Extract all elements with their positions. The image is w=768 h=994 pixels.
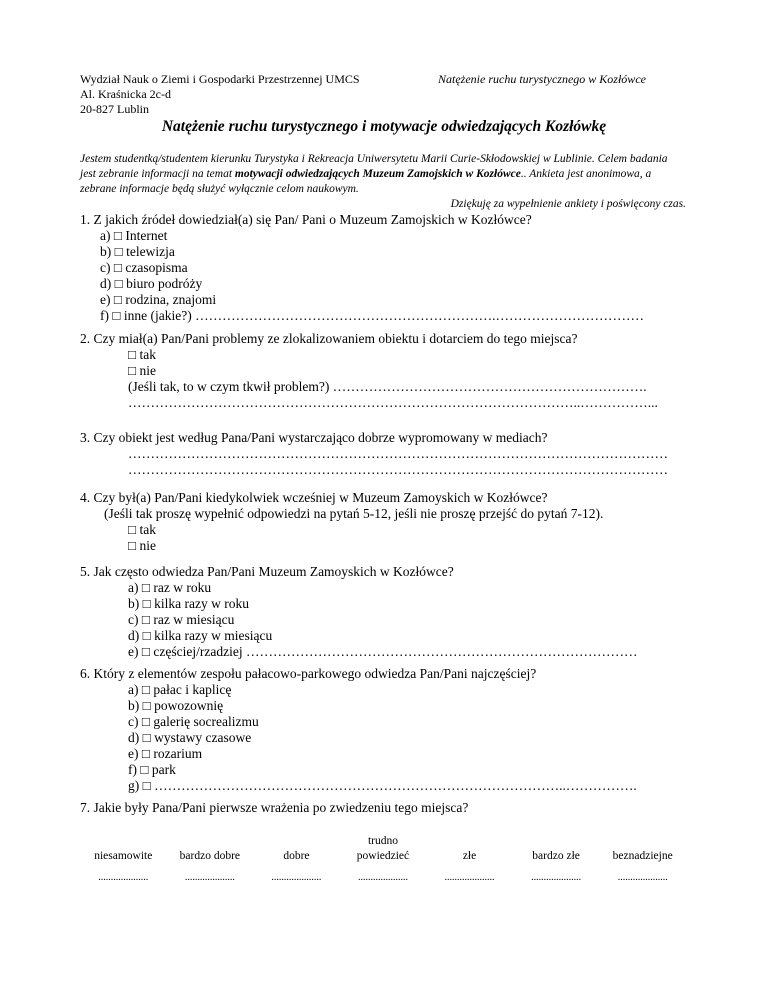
impression-scale xyxy=(80,834,686,885)
intro-paragraph xyxy=(80,152,686,212)
question-3 xyxy=(80,430,686,478)
q3-answer-line-2[interactable]: ………………………………………………………………………………………………………… xyxy=(128,462,668,477)
q5-option-b[interactable]: b) □ kilka razy w roku xyxy=(128,596,249,611)
q4-option-yes[interactable]: □ tak xyxy=(128,522,157,537)
q1-option-a[interactable]: a) □ Internet xyxy=(100,228,168,243)
scale-label-5: złe xyxy=(462,850,477,862)
question-7 xyxy=(80,800,686,816)
scale-blank-5[interactable]: .................... xyxy=(444,872,495,883)
scale-label-7: beznadziejne xyxy=(612,850,673,862)
scale-blank-6[interactable]: .................... xyxy=(531,872,582,883)
question-1-text: 1. Z jakich źródeł dowiedział(a) się Pan/ Pani o Muzeum Zamojskich w Kozłówce? xyxy=(80,212,532,227)
question-2-text: 2. Czy miał(a) Pan/Pani problemy ze zlokalizowaniem obiektu i dotarciem do tego miejsca? xyxy=(80,331,578,346)
scale-label-2: bardzo dobre xyxy=(179,850,241,862)
q4-option-no[interactable]: □ nie xyxy=(128,538,157,553)
question-4-text: 4. Czy był(a) Pan/Pani kiedykolwiek wcześniej w Muzeum Zamoyskich w Kozłówce? xyxy=(80,490,548,505)
q6-option-a[interactable]: a) □ pałac i kaplicę xyxy=(128,682,232,697)
scale-blank-4[interactable]: .................... xyxy=(357,872,408,883)
scale-label-6: bardzo złe xyxy=(532,850,580,862)
scale-blank-7[interactable]: .................... xyxy=(617,872,668,883)
question-7-text: 7. Jakie były Pana/Pani pierwsze wrażenia po zwiedzeniu tego miejsca? xyxy=(80,800,469,815)
q1-option-f[interactable]: f) □ inne (jakie?) ………………………………………………………….…………………………… xyxy=(100,308,644,323)
q5-option-a[interactable]: a) □ raz w roku xyxy=(128,580,212,595)
question-6 xyxy=(80,666,686,794)
question-5 xyxy=(80,564,686,660)
q6-option-d[interactable]: d) □ wystawy czasowe xyxy=(128,730,252,745)
scale-blank-1[interactable]: .................... xyxy=(98,872,149,883)
postal-city: 20-827 Lublin xyxy=(80,102,149,116)
q4-note: (Jeśli tak proszę wypełnić odpowiedzi na pytań 5-12, jeśli nie proszę przejść do pytań 7-12). xyxy=(104,506,604,521)
q6-option-e[interactable]: e) □ rozarium xyxy=(128,746,203,761)
institution-name: Wydział Nauk o Ziemi i Gospodarki Przestrzennej UMCS xyxy=(80,72,360,86)
scale-label-3: dobre xyxy=(283,850,310,862)
q3-answer-line-1[interactable]: ………………………………………………………………………………………………………… xyxy=(128,446,668,461)
q6-option-f[interactable]: f) □ park xyxy=(128,762,176,777)
q5-option-e[interactable]: e) □ częściej/rzadziej …………………………………………………………………………… xyxy=(128,644,638,659)
q6-option-g[interactable]: g) □ ………………………………………………………………………………..……………. xyxy=(128,778,637,793)
q5-option-d[interactable]: d) □ kilka razy w miesiącu xyxy=(128,628,273,643)
intro-bold-text: motywacji odwiedzających Muzeum Zamojskich w Kozłówce xyxy=(234,168,521,180)
question-2 xyxy=(80,331,686,411)
scale-label-4: trudno powiedzieć xyxy=(356,835,410,862)
question-4 xyxy=(80,490,686,554)
scale-label-1: niesamowite xyxy=(94,850,153,862)
intro-text-2: .. Ankieta jest anonimowa, a zebrane informacje będą służyć wyłącznie celom naukowym. xyxy=(80,168,652,195)
question-3-text: 3. Czy obiekt jest według Pana/Pani wystarczająco dobrze wypromowany w mediach? xyxy=(80,430,548,445)
intro-thanks: Dziękuję za wypełnienie ankiety i poświęcony czas. xyxy=(450,198,686,210)
intro-text-1: Jestem studentką/studentem kierunku Turystyka i Rekreacja Uniwersytetu Marii Curie-Skłodowskiej w Lublinie. Celem badania jest zebranie informacji na temat xyxy=(80,153,668,180)
q5-option-c[interactable]: c) □ raz w miesiącu xyxy=(128,612,235,627)
q6-option-b[interactable]: b) □ powozownię xyxy=(128,698,224,713)
q2-option-yes[interactable]: □ tak xyxy=(128,347,157,362)
q6-option-c[interactable]: c) □ galerię socrealizmu xyxy=(128,714,259,729)
q2-option-no[interactable]: □ nie xyxy=(128,363,157,378)
q1-option-c[interactable]: c) □ czasopisma xyxy=(100,260,188,275)
institution-address xyxy=(80,72,360,117)
question-5-text: 5. Jak często odwiedza Pan/Pani Muzeum Zamoyskich w Kozłówce? xyxy=(80,564,454,579)
q1-option-b[interactable]: b) □ telewizja xyxy=(100,244,175,259)
document-title: Natężenie ruchu turystycznego i motywacje odwiedzających Kozłówkę xyxy=(161,118,607,135)
q1-option-e[interactable]: e) □ rodzina, znajomi xyxy=(100,292,217,307)
q2-problem-line-1[interactable]: (Jeśli tak, to w czym tkwił problem?) ……………………………………………………………. xyxy=(128,379,647,394)
q1-option-d[interactable]: d) □ biuro podróży xyxy=(100,276,203,291)
question-6-text: 6. Który z elementów zespołu pałacowo-parkowego odwiedza Pan/Pani najczęściej? xyxy=(80,666,537,681)
running-header: Natężenie ruchu turystycznego w Kozłówce xyxy=(438,72,646,86)
street-address: Al. Kraśnicka 2c-d xyxy=(80,87,171,101)
q2-problem-line-2[interactable]: ………………………………………………………………………………………..……………... xyxy=(128,395,658,410)
scale-blank-3[interactable]: .................... xyxy=(271,872,322,883)
question-1 xyxy=(80,212,686,324)
scale-blank-2[interactable]: .................... xyxy=(184,872,235,883)
